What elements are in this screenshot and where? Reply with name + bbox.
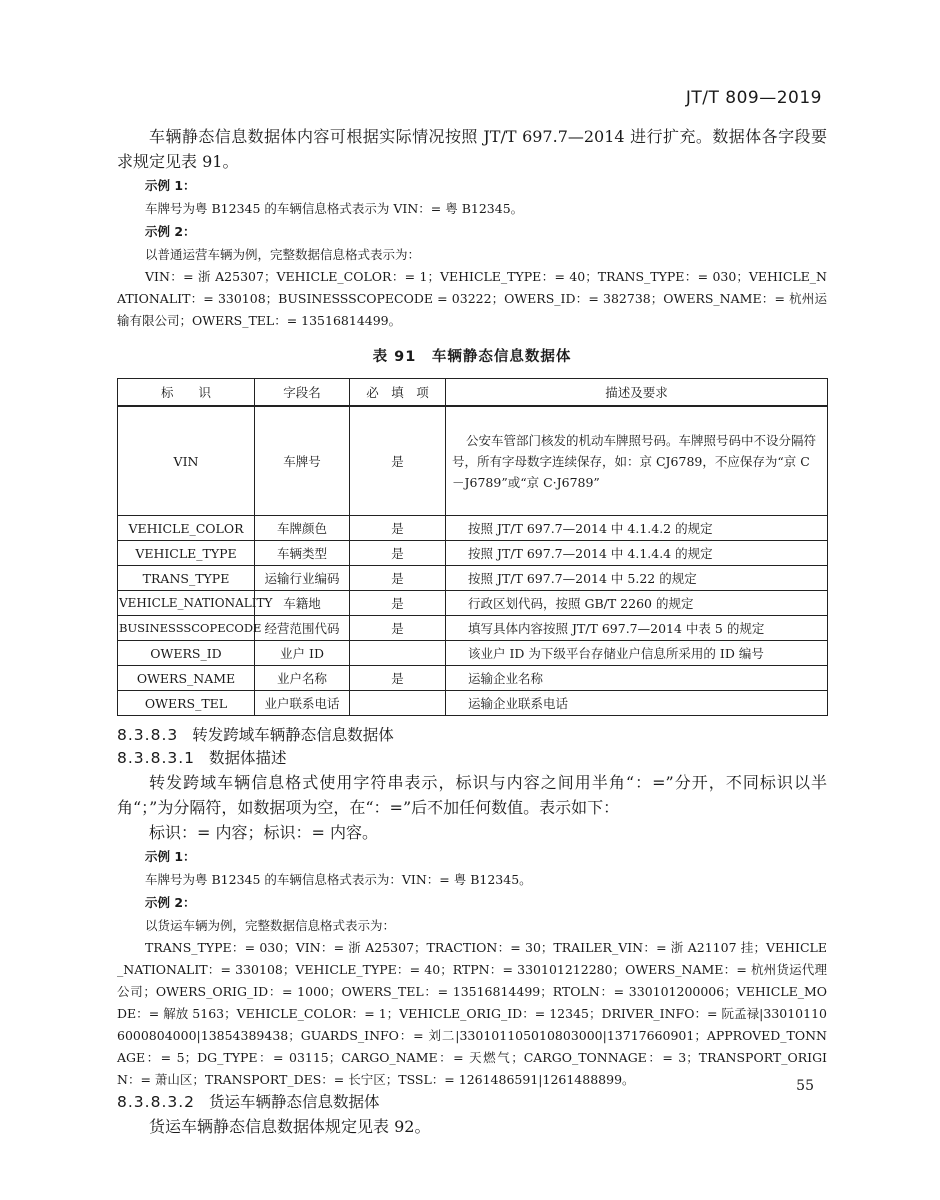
table-header-row [118,379,828,407]
cell-required: 是 [350,566,446,591]
cell-desc: 该业户 ID 为下级平台存储业户信息所采用的 ID 编号 [446,641,828,666]
cell-id: OWERS_TEL [118,691,255,716]
section-heading-83832 [117,1091,827,1114]
intro-paragraph: 车辆静态信息数据体内容可根据实际情况按照 JT/T 697.7—2014 进行扩充。数据体各字段要求规定见表 91。 [117,127,827,171]
cell-required: 是 [350,516,446,541]
cell-field: 经营范围代码 [255,616,350,641]
header-desc: 描述及要求 [446,379,828,407]
section-number: 8.3.8.3.1 [117,749,196,767]
section-title: 转发跨域车辆静态信息数据体 [192,726,394,744]
section-number: 8.3.8.3.2 [117,1093,196,1111]
example-2-text: 以普通运营车辆为例，完整数据信息格式表示为： [145,247,421,262]
section-title: 货运车辆静态信息数据体 [209,1093,380,1111]
cell-required [350,691,446,716]
cell-id: OWERS_NAME [118,666,255,691]
cell-id: BUSINESSSCOPECODE [118,616,255,641]
table-row [118,566,828,591]
example-2-text: 以货运车辆为例，完整数据信息格式表示为： [145,918,396,933]
page-number: 55 [796,1078,814,1094]
example-1-label: 示例 1： [145,849,196,864]
cell-id: VEHICLE_NATIONALITY [118,591,255,616]
example-2-data: TRANS_TYPE：= 030；VIN：= 浙 A25307；TRACTION：= 30；TRAILER_VIN：= 浙 A21107 挂；VEHICLE_NATIONALIT：= 330108；VEHICLE_TYPE：= 40；RTPN：= 330101212280；OWERS_NAME：= 杭州货运代理公司；OWERS_ORIG_ID：= 1000；OWERS_TEL：= 13516814499；RTOLN：= 330101200006；VEHICLE_MODE：= 解放 5163；VEHICLE_COLOR：= 1；VEHICLE_ORIG_ID：= 12345；DRIVER_INFO：= 阮孟禄|330101106000804000|13854389438；GUARDS_INFO：= 刘二|330101105010803000|13717660901；APPROVED_TONNAGE：= 5；DG_TYPE：= 03115；CARGO_NAME：= 天燃气；CARGO_TONNAGE：= 3；TRANSPORT_ORIGIN：= 萧山区；TRANSPORT_DES：= 长宁区；TSSL：= 1261486591|1261488899。 [117,940,827,1087]
cell-field: 车籍地 [255,591,350,616]
cell-field: 业户名称 [255,666,350,691]
section-heading-83831 [117,747,827,770]
cell-field: 业户 ID [255,641,350,666]
cell-desc: 按照 JT/T 697.7—2014 中 5.22 的规定 [446,566,828,591]
cell-id: OWERS_ID [118,641,255,666]
section-number: 8.3.8.3 [117,726,179,744]
section-title: 数据体描述 [209,749,287,767]
header-field: 字段名 [255,379,350,407]
page-content [117,124,827,1139]
format-line: 标识：= 内容；标识：= 内容。 [149,823,378,842]
description-paragraph: 转发跨域车辆信息格式使用字符串表示，标识与内容之间用半角“：=”分开，不同标识以半角“；”为分隔符，如数据项为空，在“：=”后不加任何数值。表示如下： [117,773,827,817]
cell-required: 是 [350,406,446,516]
cell-id: VEHICLE_COLOR [118,516,255,541]
table-row [118,616,828,641]
cell-required: 是 [350,541,446,566]
example-2-label: 示例 2： [145,224,196,239]
cell-desc: 填写具体内容按照 JT/T 697.7—2014 中表 5 的规定 [446,616,828,641]
standard-code: JT/T 809—2019 [685,88,822,108]
cell-id: VEHICLE_TYPE [118,541,255,566]
table-row [118,406,828,516]
table-row [118,541,828,566]
cell-required: 是 [350,591,446,616]
cell-field: 业户联系电话 [255,691,350,716]
header-required: 必 填 项 [350,379,446,407]
cell-field: 车牌号 [255,406,350,516]
cell-id: TRANS_TYPE [118,566,255,591]
example-1-text: 车牌号为粤 B12345 的车辆信息格式表示为：VIN：= 粤 B12345。 [145,872,532,887]
table-row [118,591,828,616]
cell-required: 是 [350,666,446,691]
table-row [118,641,828,666]
example-1-label: 示例 1： [145,178,196,193]
cell-field: 运输行业编码 [255,566,350,591]
table-title: 表 91 车辆静态信息数据体 [372,349,572,365]
table-row [118,666,828,691]
cell-desc: 公安车管部门核发的机动车牌照号码。车牌照号码中不设分隔符号，所有字母数字连续保存，如：京 CJ6789，不应保存为“京 C－J6789”或“京 C·J6789” [446,406,828,516]
cell-required: 是 [350,616,446,641]
cell-field: 车辆类型 [255,541,350,566]
cell-id: VIN [118,406,255,516]
example-2-label: 示例 2： [145,895,196,910]
cell-desc: 按照 JT/T 697.7—2014 中 4.1.4.4 的规定 [446,541,828,566]
section-heading-8383 [117,724,827,747]
header-id: 标 识 [118,379,255,407]
cell-desc: 运输企业联系电话 [446,691,828,716]
cell-desc: 运输企业名称 [446,666,828,691]
cell-desc: 行政区划代码，按照 GB/T 2260 的规定 [446,591,828,616]
cell-field: 车牌颜色 [255,516,350,541]
table-row [118,516,828,541]
example-1-text: 车牌号为粤 B12345 的车辆信息格式表示为 VIN：= 粤 B12345。 [145,201,524,216]
cell-desc: 按照 JT/T 697.7—2014 中 4.1.4.2 的规定 [446,516,828,541]
vehicle-static-info-table [117,378,828,716]
table-row [118,691,828,716]
cell-required [350,641,446,666]
freight-paragraph: 货运车辆静态信息数据体规定见表 92。 [149,1117,431,1136]
example-2-data: VIN：= 浙 A25307；VEHICLE_COLOR：= 1；VEHICLE_TYPE：= 40；TRANS_TYPE：= 030；VEHICLE_NATIONALIT：= 330108；BUSINESSSCOPECODE = 03222；OWERS_ID：= 382738；OWERS_NAME：= 杭州运输有限公司；OWERS_TEL：= 13516814499。 [117,269,827,328]
